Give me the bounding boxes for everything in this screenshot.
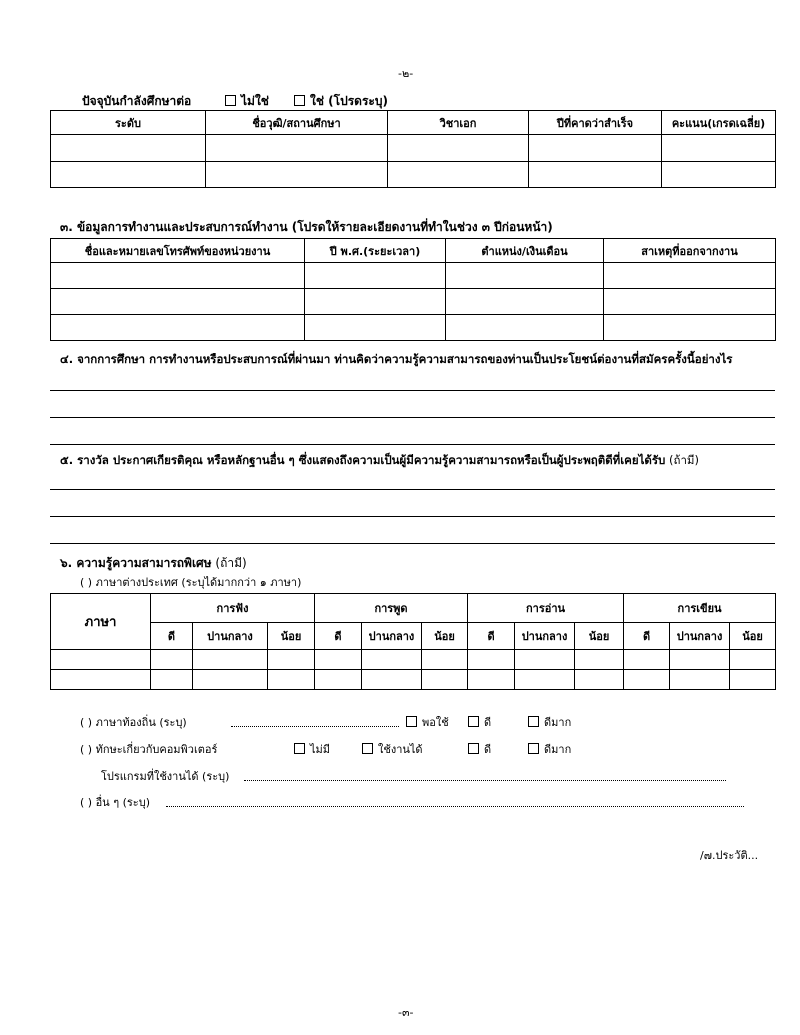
checkbox-yes[interactable] [294, 95, 305, 106]
checkbox-no[interactable] [225, 95, 236, 106]
study-header-degree: ชื่อวุฒิ/สถานศึกษา [206, 111, 388, 135]
page-number-bottom: -๓- [398, 1006, 414, 1019]
local-opt-fair-label: พอใช้ [422, 716, 449, 729]
level-low: น้อย [422, 623, 468, 650]
table-row [51, 670, 776, 690]
language-table [50, 593, 776, 690]
continue-marker: /๗.ประวัติ... [700, 849, 759, 862]
computer-opt-good[interactable] [468, 740, 491, 758]
study-no-label: ไม่ใช่ [241, 94, 269, 108]
local-opt-fair[interactable] [406, 713, 449, 731]
answer-line[interactable] [50, 543, 775, 544]
study-yes-option[interactable] [294, 92, 388, 111]
other-input[interactable] [166, 806, 744, 807]
table-row [51, 162, 776, 188]
other-label[interactable]: ( ) อื่น ๆ (ระบุ) [80, 796, 150, 809]
computer-opt-excellent-label: ดีมาก [544, 743, 572, 756]
work-table [50, 238, 776, 341]
study-header-gpa: คะแนน(เกรดเฉลี่ย) [662, 111, 776, 135]
checkbox-fair[interactable] [406, 716, 417, 727]
study-label: ปัจจุบันกำลังศึกษาต่อ [82, 94, 192, 108]
q6-heading: ๖. ความรู้ความสามารถพิเศษ [60, 556, 212, 570]
programs-label: โปรแกรมที่ใช้งานได้ (ระบุ) [101, 770, 230, 783]
level-good: ดี [315, 623, 362, 650]
level-medium: ปานกลาง [193, 623, 268, 650]
computer-opt-good-label: ดี [484, 743, 492, 756]
study-yes-label: ใช่ (โปรดระบุ) [310, 94, 388, 108]
study-table [50, 110, 776, 188]
work-heading: ๓. ข้อมูลการทำงานและประสบการณ์ทำงาน (โปรดให้รายละเอียดงานที่ทำในช่วง ๓ ปีก่อนหน้า) [60, 220, 553, 234]
table-row [51, 289, 776, 315]
level-low: น้อย [730, 623, 776, 650]
q6-note: (ถ้ามี) [215, 556, 247, 570]
q4-text: ๔. จากการศึกษา การทำงานหรือประสบการณ์ที่ผ่านมา ท่านคิดว่าความรู้ความสามารถของท่านเป็นประโยชน์ต่องานที่สมัครครั้งนี้อย่างไร [60, 352, 733, 366]
checkbox-good[interactable] [468, 743, 479, 754]
q6-row [60, 554, 247, 573]
computer-opt-none-label: ไม่มี [310, 743, 331, 756]
computer-opt-usable[interactable] [362, 740, 423, 758]
answer-line[interactable] [50, 516, 775, 517]
answer-line[interactable] [50, 417, 775, 418]
answer-line[interactable] [50, 390, 775, 391]
foreign-language-label[interactable]: ( ) ภาษาต่างประเทศ (ระบุได้มากกว่า ๑ ภาษา) [80, 576, 302, 589]
q5-text: ๕. รางวัล ประกาศเกียรติคุณ หรือหลักฐานอื่น ๆ ซึ่งแสดงถึงความเป็นผู้มีความรู้ความสามารถหรือเป็นผู้ประพฤติดีที่เคยได้รับ [60, 453, 666, 467]
q5-row [60, 452, 699, 470]
study-no-option[interactable] [225, 92, 269, 111]
local-opt-good[interactable] [468, 713, 491, 731]
local-opt-excellent[interactable] [528, 713, 571, 731]
work-header-year: ปี พ.ศ.(ระยะเวลา) [305, 239, 446, 263]
work-header-position: ตำแหน่ง/เงินเดือน [446, 239, 604, 263]
page-number-top: -๒- [398, 67, 414, 80]
level-good: ดี [151, 623, 193, 650]
skill-reading: การอ่าน [468, 594, 624, 623]
q5-note: (ถ้ามี) [669, 453, 699, 467]
computer-label[interactable]: ( ) ทักษะเกี่ยวกับคอมพิวเตอร์ [80, 743, 218, 756]
computer-opt-none[interactable] [294, 740, 330, 758]
computer-opt-excellent[interactable] [528, 740, 571, 758]
work-header-reason: สาเหตุที่ออกจากงาน [604, 239, 776, 263]
checkbox-good[interactable] [468, 716, 479, 727]
local-language-label[interactable]: ( ) ภาษาท้องถิ่น (ระบุ) [80, 716, 187, 729]
study-header-year: ปีที่คาดว่าสำเร็จ [529, 111, 662, 135]
local-opt-good-label: ดี [484, 716, 492, 729]
skill-writing: การเขียน [624, 594, 776, 623]
checkbox-excellent[interactable] [528, 743, 539, 754]
study-header-major: วิชาเอก [388, 111, 529, 135]
level-low: น้อย [575, 623, 624, 650]
checkbox-none[interactable] [294, 743, 305, 754]
computer-opt-usable-label: ใช้งานได้ [378, 743, 423, 756]
checkbox-usable[interactable] [362, 743, 373, 754]
checkbox-excellent[interactable] [528, 716, 539, 727]
skill-speaking: การพูด [315, 594, 468, 623]
table-row [51, 135, 776, 162]
table-row [51, 650, 776, 670]
local-language-input[interactable] [231, 726, 399, 727]
level-medium: ปานกลาง [362, 623, 422, 650]
table-row [51, 315, 776, 341]
skill-listening: การฟัง [151, 594, 315, 623]
answer-line[interactable] [50, 489, 775, 490]
level-medium: ปานกลาง [670, 623, 730, 650]
programs-input[interactable] [244, 780, 726, 781]
study-header-level: ระดับ [51, 111, 206, 135]
level-good: ดี [468, 623, 515, 650]
level-medium: ปานกลาง [515, 623, 575, 650]
level-low: น้อย [268, 623, 315, 650]
table-row [51, 263, 776, 289]
work-header-org: ชื่อและหมายเลขโทรศัพท์ของหน่วยงาน [51, 239, 305, 263]
local-opt-excellent-label: ดีมาก [544, 716, 572, 729]
answer-line[interactable] [50, 444, 775, 445]
level-good: ดี [624, 623, 670, 650]
lang-header: ภาษา [51, 594, 151, 650]
